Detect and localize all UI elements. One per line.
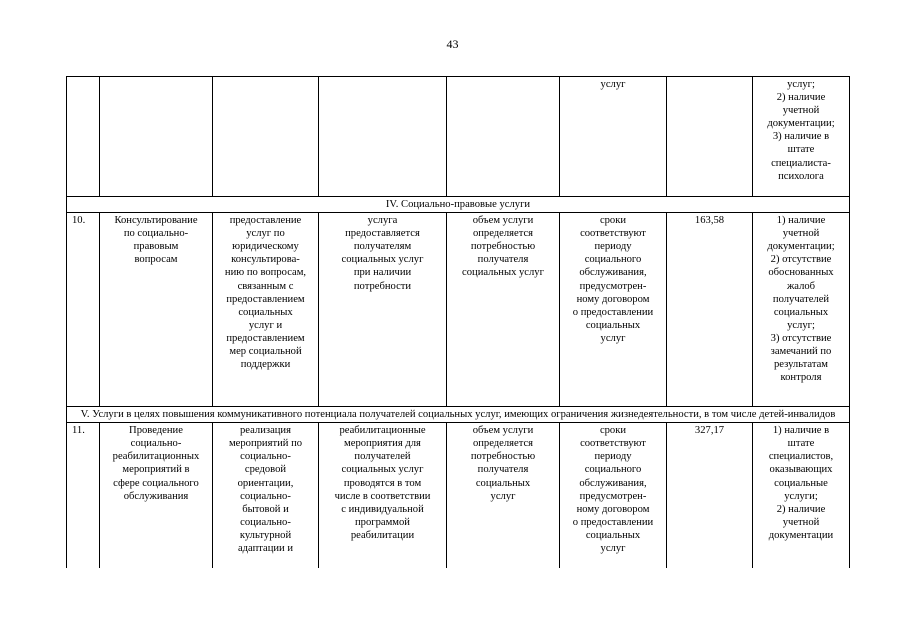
- cell-conditions: реабилитационные мероприятия для получателей социальных услуг проводятся в том числе в соответствии с индивидуальной программой реабилитации: [319, 423, 447, 569]
- cell-num: 10.: [67, 213, 100, 407]
- cell-num: [67, 77, 100, 197]
- cell-description: реализация мероприятий по социально- средовой ориентации, социально- бытовой и социально- культурной адаптации и: [213, 423, 319, 569]
- cell-terms: сроки соответствуют периоду социального обслуживания, предусмотрен- ному договором о предоставлении социальных услуг: [560, 213, 667, 407]
- section-row-iv: [67, 197, 850, 213]
- cell-quality: 1) наличие учетной документации; 2) отсутствие обоснованных жалоб получателей социальных услуг; 3) отсутствие замечаний по результатам контроля: [753, 213, 850, 407]
- cell-price: [667, 77, 753, 197]
- cell-terms: услуг: [560, 77, 667, 197]
- cell-volume: объем услуги определяется потребностью получателя социальных услуг: [447, 213, 560, 407]
- cell-volume: объем услуги определяется потребностью получателя социальных услуг: [447, 423, 560, 569]
- table-row-11: [67, 423, 850, 569]
- cell-volume: [447, 77, 560, 197]
- cell-name: Проведение социально- реабилитационных мероприятий в сфере социального обслуживания: [100, 423, 213, 569]
- section-heading: V. Услуги в целях повышения коммуникативного потенциала получателей социальных услуг, имеющих ограничения жизнедеятельности, в том числе детей-инвалидов: [67, 407, 850, 423]
- cell-num: 11.: [67, 423, 100, 569]
- cell-quality: услуг; 2) наличие учетной документации; 3) наличие в штате специалиста- психолога: [753, 77, 850, 197]
- cell-price: 327,17: [667, 423, 753, 569]
- cell-description: [213, 77, 319, 197]
- cell-name: [100, 77, 213, 197]
- table-row-10: [67, 213, 850, 407]
- cell-quality: 1) наличие в штате специалистов, оказывающих социальные услуги; 2) наличие учетной документации: [753, 423, 850, 569]
- cell-description: предоставление услуг по юридическому консультирова- нию по вопросам, связанным с предоставлением социальных услуг и предоставлением мер социальной поддержки: [213, 213, 319, 407]
- section-row-v: [67, 407, 850, 423]
- cell-price: 163,58: [667, 213, 753, 407]
- cell-conditions: [319, 77, 447, 197]
- table-row-continuation: [67, 77, 850, 197]
- services-table: [66, 76, 850, 568]
- cell-name: Консультирование по социально- правовым вопросам: [100, 213, 213, 407]
- cell-conditions: услуга предоставляется получателям социальных услуг при наличии потребности: [319, 213, 447, 407]
- cell-terms: сроки соответствуют периоду социального обслуживания, предусмотрен- ному договором о предоставлении социальных услуг: [560, 423, 667, 569]
- section-heading: IV. Социально-правовые услуги: [67, 197, 850, 213]
- page-number: 43: [446, 37, 459, 51]
